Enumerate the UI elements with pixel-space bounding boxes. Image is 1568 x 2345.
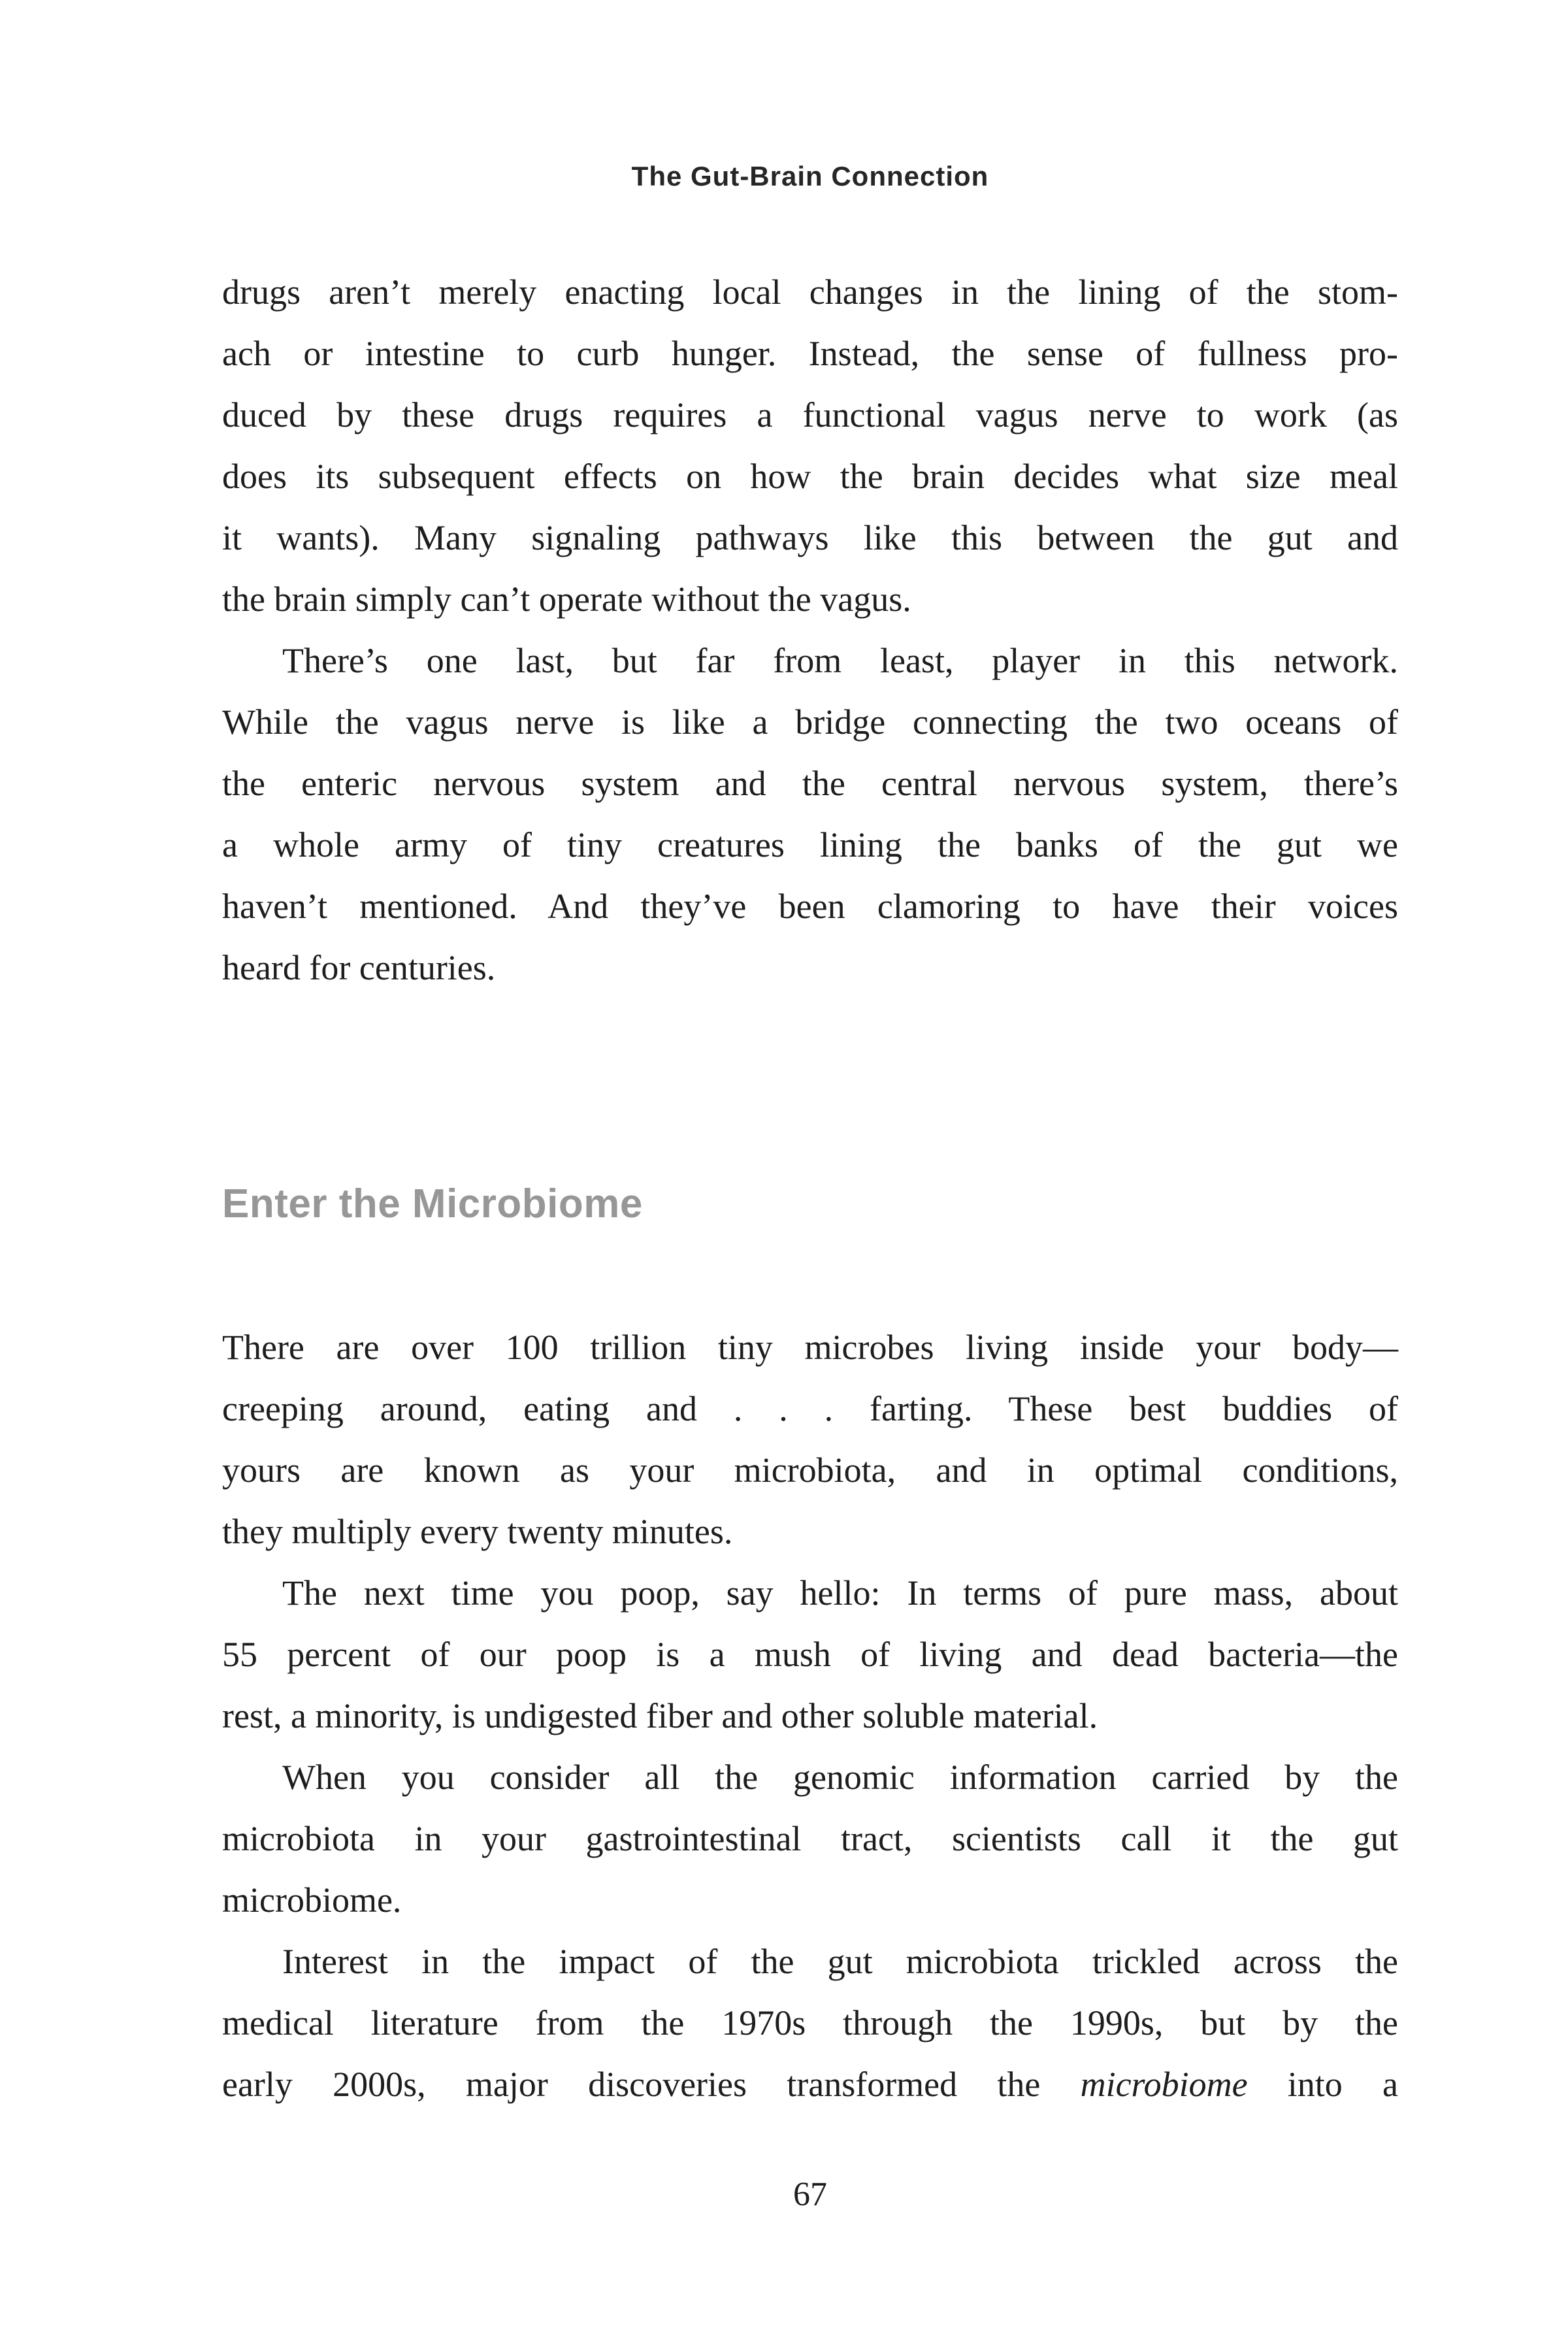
text-line: The next time you poop, say hello: In terms of pure mass, about — [282, 1573, 1398, 1613]
text-line: does its subsequent effects on how the brain decides what size meal — [222, 457, 1398, 496]
text-line: a whole army of tiny creatures lining the banks of the gut we — [222, 825, 1398, 864]
paragraph-1 — [222, 261, 1398, 630]
text-line: microbiome. — [222, 1880, 402, 1920]
text-line: microbiota in your gastrointestinal tract, scientists call it the gut — [222, 1819, 1398, 1858]
text-line: rest, a minority, is undigested fiber and other soluble material. — [222, 1696, 1098, 1735]
paragraph-6 — [222, 1931, 1398, 2115]
italic-term: microbiome — [1080, 2065, 1248, 2104]
text-line: it wants). Many signaling pathways like this between the gut and — [222, 518, 1398, 557]
text-block — [222, 261, 1398, 2115]
text-line: creeping around, eating and . . . farting. These best buddies of — [222, 1389, 1398, 1428]
text-line: drugs aren’t merely enacting local changes in the lining of the stom- — [222, 272, 1398, 312]
section-heading: Enter the Microbiome — [222, 1181, 643, 1226]
text-line: Interest in the impact of the gut microbiota trickled across the — [282, 1942, 1398, 1981]
text-line: heard for centuries. — [222, 948, 496, 987]
text-line — [222, 2054, 1398, 2115]
running-header: The Gut-Brain Connection — [631, 161, 989, 191]
text-line: 55 percent of our poop is a mush of living and dead bacteria—the — [222, 1635, 1398, 1674]
text-line: they multiply every twenty minutes. — [222, 1512, 733, 1551]
text-line: There’s one last, but far from least, player in this network. — [282, 641, 1398, 680]
text-line: medical literature from the 1970s through the 1990s, but by the — [222, 2003, 1398, 2042]
text-line: haven’t mentioned. And they’ve been clamoring to have their voices — [222, 887, 1398, 926]
paragraph-4 — [222, 1562, 1398, 1746]
text-segment: early 2000s, major discoveries transformed the — [222, 2065, 1081, 2104]
text-segment: into a — [1247, 2065, 1398, 2104]
page-number: 67 — [793, 2176, 827, 2213]
text-line: yours are known as your microbiota, and in optimal conditions, — [222, 1451, 1398, 1490]
text-line: duced by these drugs requires a functional vagus nerve to work (as — [222, 395, 1398, 435]
text-line: There are over 100 trillion tiny microbes living inside your body— — [222, 1328, 1398, 1367]
paragraph-5 — [222, 1746, 1398, 1931]
text-line: the enteric nervous system and the central nervous system, there’s — [222, 764, 1398, 803]
text-line: While the vagus nerve is like a bridge connecting the two oceans of — [222, 702, 1398, 742]
paragraph-3 — [222, 1317, 1398, 1562]
paragraph-2 — [222, 630, 1398, 998]
text-line: ach or intestine to curb hunger. Instead, the sense of fullness pro- — [222, 334, 1398, 373]
text-line: the brain simply can’t operate without the vagus. — [222, 580, 911, 619]
text-line: When you consider all the genomic information carried by the — [282, 1758, 1398, 1797]
